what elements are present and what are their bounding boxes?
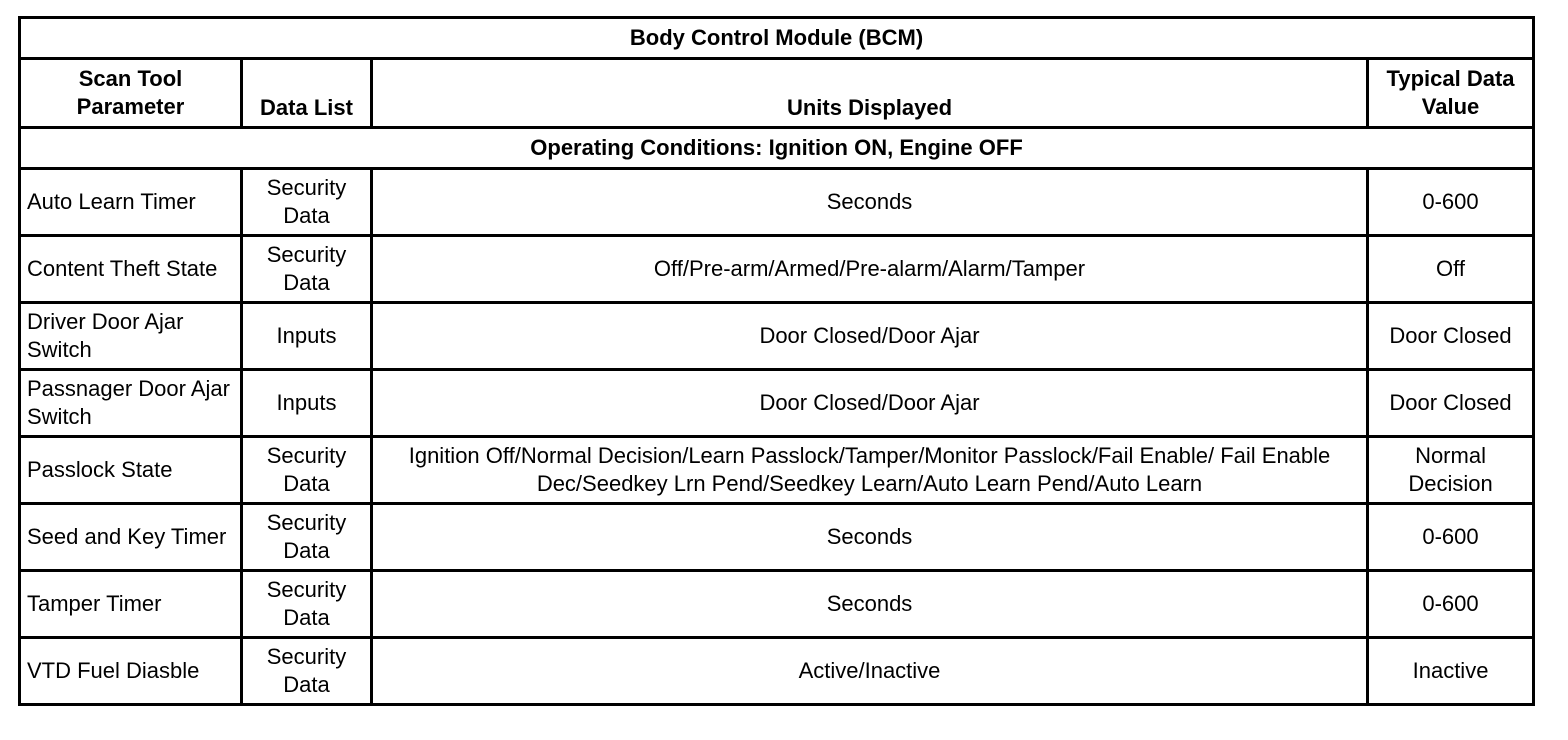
table-title: Body Control Module (BCM) — [20, 18, 1534, 59]
row-parameter: Seed and Key Timer — [20, 504, 242, 571]
header-scan-tool-parameter: Scan Tool Parameter — [20, 59, 242, 128]
row-data-list: Security Data — [242, 638, 372, 705]
row-typical-value: 0-600 — [1368, 169, 1534, 236]
row-parameter: VTD Fuel Diasble — [20, 638, 242, 705]
operating-conditions-row — [20, 128, 1534, 169]
row-units-displayed: Active/Inactive — [372, 638, 1368, 705]
operating-conditions: Operating Conditions: Ignition ON, Engine OFF — [20, 128, 1534, 169]
row-data-list: Security Data — [242, 437, 372, 504]
row-parameter: Tamper Timer — [20, 571, 242, 638]
table-row — [20, 303, 1534, 370]
row-data-list: Security Data — [242, 504, 372, 571]
row-parameter: Passnager Door Ajar Switch — [20, 370, 242, 437]
table-row — [20, 504, 1534, 571]
row-parameter: Auto Learn Timer — [20, 169, 242, 236]
header-data-list: Data List — [242, 59, 372, 128]
table-row — [20, 370, 1534, 437]
bcm-data-table — [18, 16, 1535, 706]
row-typical-value: Normal Decision — [1368, 437, 1534, 504]
row-parameter: Passlock State — [20, 437, 242, 504]
row-units-displayed: Seconds — [372, 169, 1368, 236]
row-units-displayed: Ignition Off/Normal Decision/Learn Passlock/Tamper/Monitor Passlock/Fail Enable/ Fail Enable Dec/Seedkey Lrn Pend/Seedkey Learn/Auto Learn Pend/Auto Learn — [372, 437, 1368, 504]
row-typical-value: Inactive — [1368, 638, 1534, 705]
header-units-displayed: Units Displayed — [372, 59, 1368, 128]
row-units-displayed: Door Closed/Door Ajar — [372, 370, 1368, 437]
row-typical-value: Off — [1368, 236, 1534, 303]
table-row — [20, 571, 1534, 638]
row-parameter: Content Theft State — [20, 236, 242, 303]
row-typical-value: 0-600 — [1368, 504, 1534, 571]
table-header-row — [20, 59, 1534, 128]
table-row — [20, 169, 1534, 236]
bcm-table-container — [18, 16, 1535, 706]
table-row — [20, 638, 1534, 705]
table-title-row — [20, 18, 1534, 59]
row-data-list: Security Data — [242, 236, 372, 303]
row-typical-value: Door Closed — [1368, 370, 1534, 437]
row-units-displayed: Door Closed/Door Ajar — [372, 303, 1368, 370]
row-units-displayed: Off/Pre-arm/Armed/Pre-alarm/Alarm/Tamper — [372, 236, 1368, 303]
row-units-displayed: Seconds — [372, 504, 1368, 571]
row-parameter: Driver Door Ajar Switch — [20, 303, 242, 370]
row-data-list: Inputs — [242, 303, 372, 370]
row-typical-value: Door Closed — [1368, 303, 1534, 370]
row-units-displayed: Seconds — [372, 571, 1368, 638]
header-typical-data-value: Typical Data Value — [1368, 59, 1534, 128]
row-data-list: Security Data — [242, 169, 372, 236]
row-data-list: Inputs — [242, 370, 372, 437]
table-row — [20, 236, 1534, 303]
row-data-list: Security Data — [242, 571, 372, 638]
row-typical-value: 0-600 — [1368, 571, 1534, 638]
table-row — [20, 437, 1534, 504]
